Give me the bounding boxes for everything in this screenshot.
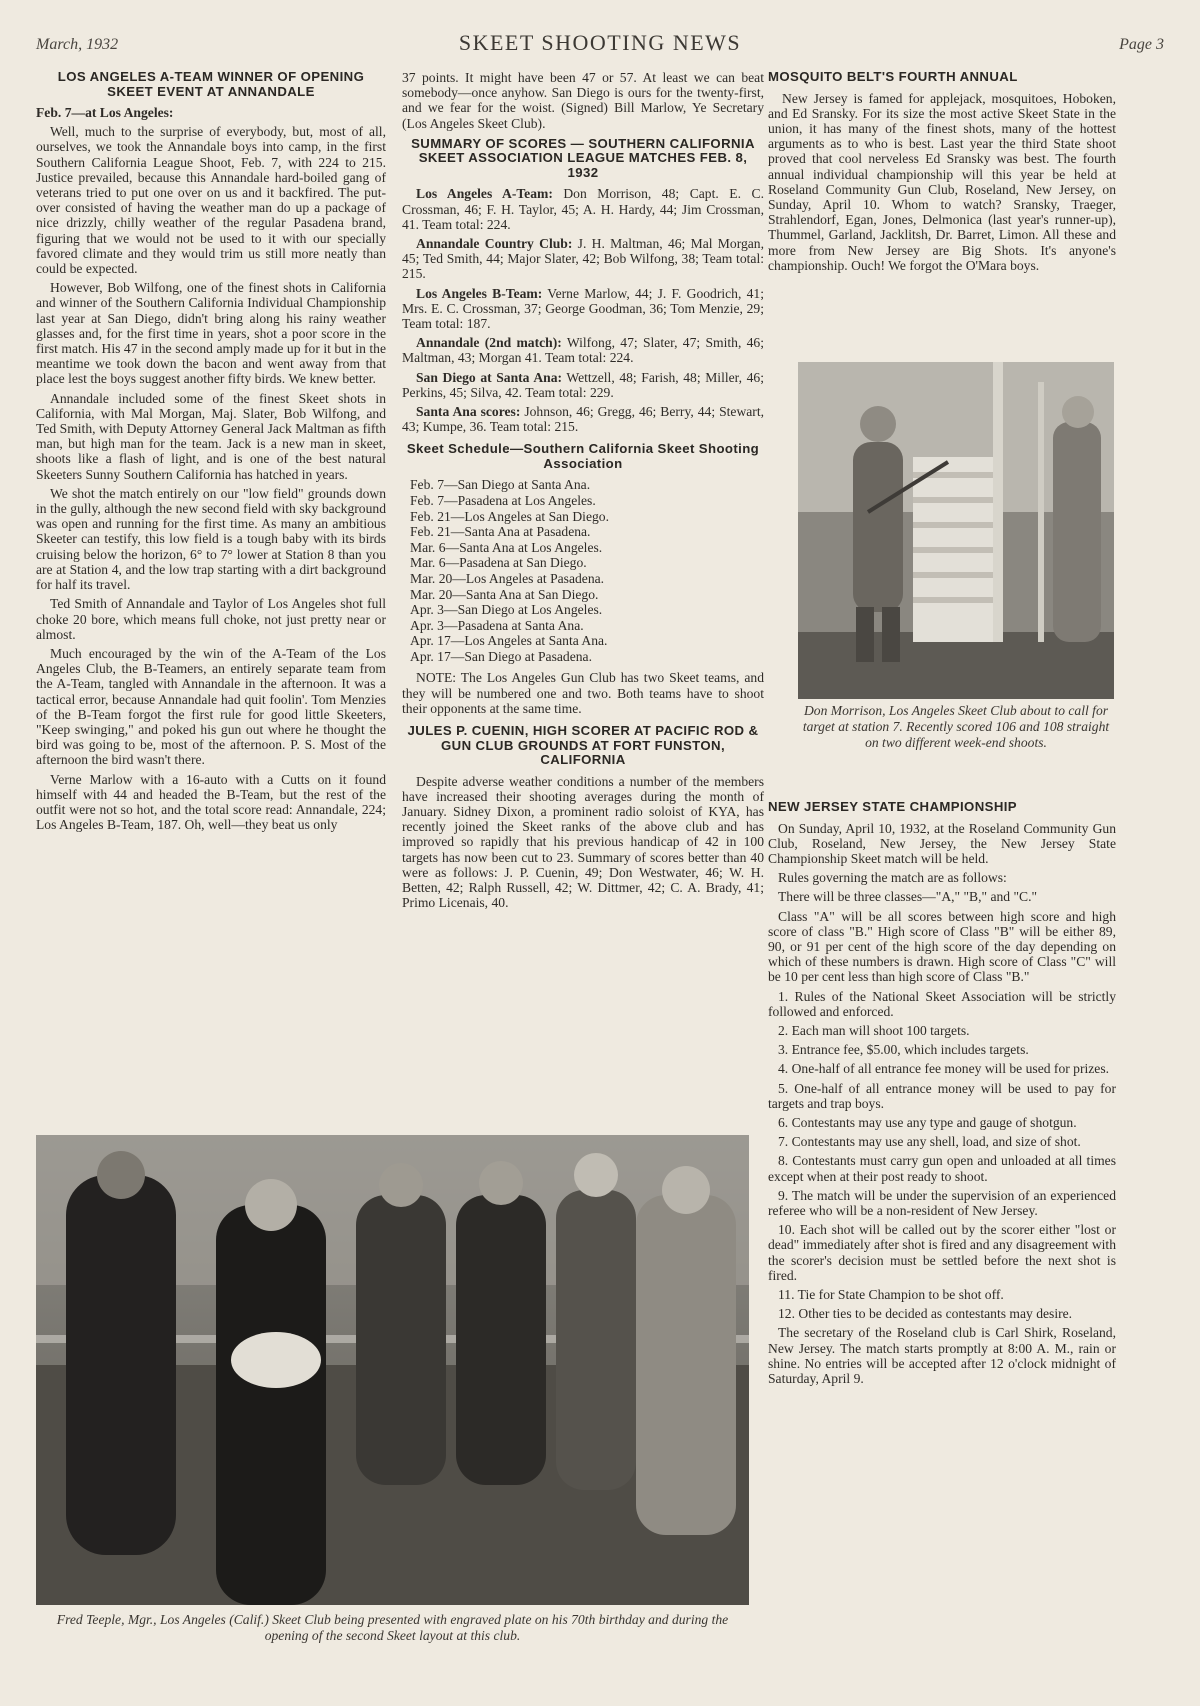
- schedule-headline: Skeet Schedule—Southern California Skeet Shooting Association: [406, 441, 760, 471]
- paragraph: Ted Smith of Annandale and Taylor of Los Angeles shot full choke 20 bore, which means full choke, not just pretty near or almost.: [36, 596, 386, 642]
- paragraph: Despite adverse weather conditions a number of the members have increased their shooting averages during the month of January. Sidney Dixon, a prominent radio soloist of KYA, has recently joined the Skeet ranks of the above club and has improved so rapidly that his previous handicap of 42 in 100 targets has now been cut to 23. Summary of scores better than 40 were as follows: J. P. Cuenin, 49; Don Westwater, 46; W. H. Betten, 42; Ralph Russell, 42; W. Dittmer, 42; C. A. Brady, 41; Primo Licenais, 40.: [402, 773, 764, 911]
- column-3-lower: [768, 800, 1116, 1390]
- paragraph: We shot the match entirely on our "low field" grounds down in the gully, although the new second field with sky background was open and running for the first time. As many an ambitious Skeeter can testify, this low field is a tough baby with its birds cruising below the horizon, 6° to 7° lower at Station 8 than you are at Station 4, and the low trap starting with a dirt background for half its travel.: [36, 485, 386, 593]
- score-entry: Annandale Country Club: J. H. Maltman, 46; Mal Morgan, 45; Ted Smith, 44; Major Slater, 42; Bob Wilfong, 38; Team total: 215.: [402, 235, 764, 282]
- schedule-item: Mar. 6—Santa Ana at Los Angeles.: [410, 539, 603, 555]
- crowd-photo-illustration: [36, 1135, 749, 1605]
- cuenin-headline: JULES P. CUENIN, HIGH SCORER AT PACIFIC ROD & GUN CLUB GROUNDS AT FORT FUNSTON, CALIFORNIA: [407, 723, 759, 768]
- rule-item: 4. One-half of all entrance fee money will be used for prizes.: [778, 1061, 1110, 1077]
- rule-item: 11. Tie for State Champion to be shot off.: [778, 1286, 1004, 1302]
- summary-headline: SUMMARY OF SCORES — SOUTHERN CALIFORNIA SKEET ASSOCIATION LEAGUE MATCHES FEB. 8, 1932: [411, 135, 755, 180]
- schedule-item: Mar. 20—Los Angeles at Pasadena.: [410, 570, 605, 586]
- schedule-item: Mar. 20—Santa Ana at San Diego.: [410, 586, 599, 602]
- schedule-item: Feb. 7—Pasadena at Los Angeles.: [410, 492, 596, 508]
- shooter-photo-illustration: [798, 362, 1114, 699]
- publication-title: SKEET SHOOTING NEWS: [458, 30, 742, 55]
- rule-item: 8. Contestants must carry gun open and unloaded at all times except when at their post ready to shoot.: [768, 1153, 1116, 1184]
- paragraph: Well, much to the surprise of everybody, but, most of all, ourselves, we took the Annandale boys into camp, in the first Southern California League Shoot, Feb. 7, with 224 to 215. Justice prevailed, because this Annandale hard-boiled gang of veterans tried to put one over on us and it backfired. The put-over consisted of having the weather man do up a package of nice drizzly, chilly weather of the regular Pasadena brand, figuring that we would not be used to it with our specially favored climate and they would trim us still more neatly than could be expected.: [36, 124, 386, 277]
- rule-item: 3. Entrance fee, $5.00, which includes targets.: [778, 1042, 1029, 1058]
- paragraph: 37 points. It might have been 47 or 57. At least we can beat somebody—once anyhow. San Diego is ours for the twenty-first, and we fear for the woist. (Signed) Bill Marlow, Ye Secretary (Los Angeles Skeet Club).: [402, 70, 764, 131]
- score-entry: Los Angeles A-Team: Don Morrison, 48; Capt. E. C. Crossman, 46; F. H. Taylor, 45; A. H. Hardy, 44; Jim Crossman, 41. Team total: 224.: [402, 186, 764, 232]
- column-2: [402, 70, 764, 914]
- score-entry: Santa Ana scores: Johnson, 46; Gregg, 46; Berry, 44; Stewart, 43; Kumpe, 36. Team total: 215.: [402, 403, 764, 435]
- schedule-item: Apr. 17—Los Angeles at Santa Ana.: [410, 633, 608, 649]
- paragraph: On Sunday, April 10, 1932, at the Roseland Community Gun Club, Roseland, New Jersey, the New Jersey State Championship Skeet match will be held.: [768, 820, 1116, 866]
- schedule-item: Feb. 21—Los Angeles at San Diego.: [410, 508, 609, 524]
- nj-headline: NEW JERSEY STATE CHAMPIONSHIP: [768, 799, 1018, 814]
- photo-caption: Don Morrison, Los Angeles Skeet Club about to call for target at station 7. Recently scored 106 and 108 straight on two different week-end shoots.: [802, 703, 1110, 750]
- photo-caption: Fred Teeple, Mgr., Los Angeles (Calif.) Skeet Club being presented with engraved plate on his 70th birthday and during the opening of the second Skeet layout at this club.: [56, 1612, 729, 1643]
- rule-item: 7. Contestants may use any shell, load, and size of shot.: [778, 1134, 1081, 1150]
- shooter-photo: [798, 362, 1114, 699]
- rule-item: 6. Contestants may use any type and gauge of shotgun.: [778, 1114, 1077, 1130]
- article-headline: LOS ANGELES A-TEAM WINNER OF OPENING SKEET EVENT AT ANNANDALE: [57, 69, 365, 99]
- paragraph: Verne Marlow with a 16-auto with a Cutts on it found himself with 44 and headed the B-Team, but the rest of the outfit were not so hot, and the total score read: Annandale, 224; Los Angeles B-Team, 187. Oh, well—they beat us only: [36, 771, 386, 833]
- mosquito-headline: MOSQUITO BELT'S FOURTH ANNUAL: [768, 69, 1018, 84]
- paragraph: New Jersey is famed for applejack, mosquitoes, Hoboken, and Ed Sransky. For its size the most active Skeet State in the union, it has many of the finest shots, many of the hottest arguments as to who is best. Last year the third State shoot proved that cool nerveless Ed Sransky was best. The fourth annual individual championship will this year be held at Roseland Community Gun Club, Roseland, New Jersey, on Sunday, April 10. Whom to watch? Sransky, Traeger, Strahlendorf, Egan, Jones, Delmonica (last year's runner-up), Thummel, Garland, Jacklitsh, Dr. Barret, Limon. All these and more from New Jersey are Big Shots. It's anyone's championship. Ouch! We forgot the O'Mara boys.: [768, 90, 1116, 273]
- rule-item: 1. Rules of the National Skeet Association will be strictly followed and enforced.: [768, 988, 1116, 1019]
- schedule-item: Mar. 6—Pasadena at San Diego.: [410, 555, 587, 571]
- schedule-item: Apr. 3—San Diego at Los Angeles.: [410, 602, 603, 618]
- rule-item: 2. Each man will shoot 100 targets.: [778, 1022, 970, 1038]
- column-1: [36, 70, 386, 836]
- paragraph: Annandale included some of the finest Skeet shots in California, with Mal Morgan, Maj. Slater, Bob Wilfong, and Ted Smith, with Deputy Attorney General Jack Maltman as fifth man, but high man for the team. Jack is a new man in skeet, shoots like a flash of light, and is one of the best natural Skeeters Sunny Southern California has hatched in years.: [36, 390, 386, 482]
- paragraph: Much encouraged by the win of the A-Team of the Los Angeles Club, the B-Teamers, an entirely separate team from the A-Team, tangled with Annandale in the afternoon. It was a tactical error, because Annandale had quit foolin'. Tom Menzies of the B-Team forgot the first rule for good little Skeeters, "Keep swinging," and poked his gun out where he thought the bird was going to be, most of the afternoon. P. S. Most of the afternoon the bird wasn't there.: [36, 645, 386, 768]
- paragraph: The secretary of the Roseland club is Carl Shirk, Roseland, New Jersey. The match starts promptly at 8:00 A. M., rain or shine. No entries will be accepted after 12 o'clock midnight of Saturday, April 9.: [768, 1325, 1116, 1386]
- schedule-item: Apr. 3—Pasadena at Santa Ana.: [410, 617, 584, 633]
- running-header: [36, 30, 1164, 62]
- score-entry: San Diego at Santa Ana: Wettzell, 48; Farish, 48; Miller, 46; Perkins, 45; Silva, 42. Team total: 229.: [402, 369, 765, 400]
- paragraph: However, Bob Wilfong, one of the finest shots in California and winner of the Southern California Individual Championship last year at San Diego, didn't bring along his rainy weather glasses and, for the first time in years, shot a poor score in the first match. His 47 in the second amply made up for it but in the meantime we took down the bacon and went away from that place lest the boys suggest another fifty birds. We knew better.: [36, 280, 386, 387]
- dateline: Feb. 7—at Los Angeles:: [36, 105, 174, 120]
- rule-item: 9. The match will be under the supervision of an experienced referee who will be a non-resident of New Jersey.: [768, 1187, 1116, 1218]
- paragraph: Class "A" will be all scores between high score and high score of class "B." High score of Class "B" will be either 89, 90, or 91 per cent of the high score of the day depending on which of these numbers is drawn. High score of Class "C" will be 10 per cent less than high score of Class "B.": [768, 908, 1116, 985]
- rule-item: 10. Each shot will be called out by the scorer either "lost or dead" immediately after shot is fired and any disagreement with the scorer's decision must be settled before the next shot is fired.: [768, 1222, 1116, 1283]
- schedule-list: [410, 477, 764, 664]
- schedule-item: Apr. 17—San Diego at Pasadena.: [410, 648, 592, 664]
- column-3: [768, 70, 1116, 277]
- schedule-note: NOTE: The Los Angeles Gun Club has two Skeet teams, and they will be numbered one and two. Both teams have to shoot their opponents at the same time.: [402, 670, 764, 716]
- paragraph: Rules governing the match are as follows:: [778, 870, 1007, 886]
- page-number: Page 3: [1119, 36, 1164, 53]
- rule-item: 12. Other ties to be decided as contestants may desire.: [778, 1306, 1073, 1322]
- issue-date: March, 1932: [36, 36, 119, 53]
- score-entry: Annandale (2nd match): Wilfong, 47; Slater, 47; Smith, 46; Maltman, 43; Morgan 41. Team total: 224.: [402, 335, 765, 366]
- presentation-photo: [36, 1135, 749, 1605]
- rule-item: 5. One-half of all entrance money will be used to pay for targets and trap boys.: [768, 1080, 1116, 1111]
- schedule-item: Feb. 21—Santa Ana at Pasadena.: [410, 524, 591, 540]
- score-entry: Los Angeles B-Team: Verne Marlow, 44; J. F. Goodrich, 41; Mrs. E. C. Crossman, 37; George Goodman, 36; Tom Menzie, 29; Team total: 187.: [402, 285, 764, 331]
- paragraph: There will be three classes—"A," "B," and "C.": [778, 889, 1038, 905]
- schedule-item: Feb. 7—San Diego at Santa Ana.: [410, 477, 591, 493]
